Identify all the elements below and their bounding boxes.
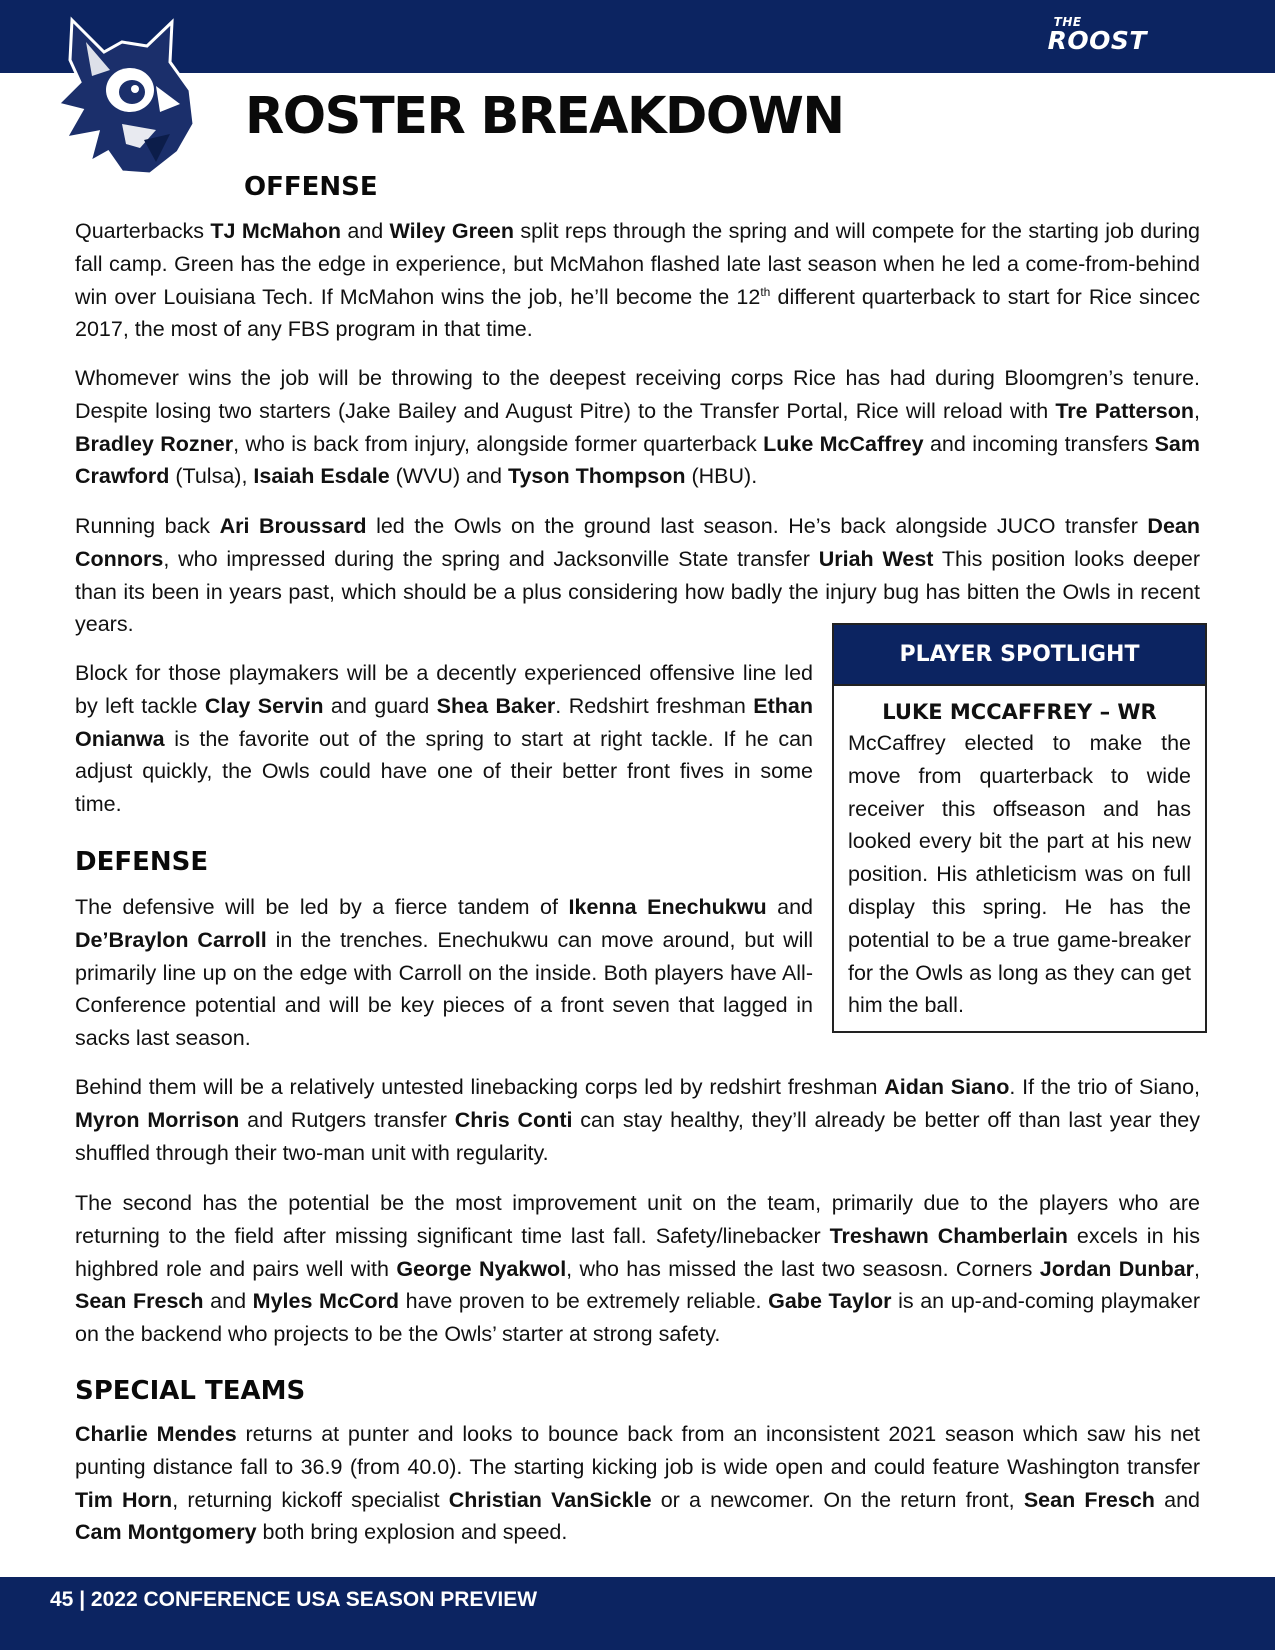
paragraph-running-backs: Running back Ari Broussard led the Owls on the ground last season. He’s back alongside JUCO transfer Dean Connors, who impressed during the spring and Jacksonville State transfer Uriah West This position looks deeper than its been in years past, which should be a plus considering how badly the injury bug has bitten the Owls in recent years.: [75, 514, 1200, 637]
brand-the: THE: [1053, 15, 1082, 29]
owl-mascot-icon: [52, 12, 202, 180]
section-heading-special-teams: SPECIAL TEAMS: [75, 1376, 306, 1406]
paragraph-linebackers: Behind them will be a relatively untested linebacking corps led by redshirt freshman Aidan Siano. If the trio of Siano, Myron Morrison and Rutgers transfer Chris Conti can stay healthy, they’ll already be better off than last year they shuffled through their two-man unit with regularity.: [75, 1075, 1201, 1165]
section-heading-offense: OFFENSE: [244, 172, 378, 202]
spotlight-body: McCaffrey elected to make the move from quarterback to wide receiver this offseason and has looked every bit the part at his new position. His athleticism was on full display this spring. He has the potential to be a true game-breaker for the Owls as long as they can get him the ball.: [848, 731, 1191, 1018]
section-heading-defense: DEFENSE: [75, 847, 209, 877]
paragraph-receivers: Whomever wins the job will be throwing to the deepest receiving corps Rice has had during Bloomgren’s tenure. Despite losing two starters (Jake Bailey and August Pitre) to the Transfer Portal, Rice will reload with Tre Patterson, Bradley Rozner, who is back from injury, alongside former quarterback Luke McCaffrey and incoming transfers Sam Crawford (Tulsa), Isaiah Esdale (WVU) and Tyson Thompson (HBU).: [75, 366, 1201, 489]
brand-logo: [1048, 16, 1147, 53]
paragraph-quarterbacks: Quarterbacks TJ McMahon and Wiley Green split reps through the spring and will compete for the starting job during fall camp. Green has the edge in experience, but McMahon flashed late last season when he led a come-from-behind win over Louisiana Tech. If McMahon wins the job, he’ll become the 12th different quarterback to start for Rice sincec 2017, the most of any FBS program in that time.: [75, 219, 1201, 342]
spotlight-player-name: LUKE MCCAFFREY – WR: [882, 700, 1157, 724]
footer-page-label: 45 | 2022 CONFERENCE USA SEASON PREVIEW: [50, 1588, 538, 1611]
paragraph-special-teams: Charlie Mendes returns at punter and looks to bounce back from an inconsistent 2021 season which saw his net punting distance fall to 36.9 (from 40.0). The starting kicking job is wide open and could feature Washington transfer Tim Horn, returning kickoff specialist Christian VanSickle or a newcomer. On the return front, Sean Fresch and Cam Montgomery both bring explosion and speed.: [75, 1422, 1200, 1545]
spotlight-header: PLAYER SPOTLIGHT: [834, 625, 1205, 686]
page-title: ROSTER BREAKDOWN: [245, 87, 844, 146]
brand-roost: ROOST: [1047, 26, 1147, 55]
player-spotlight-box: [832, 623, 1207, 1033]
paragraph-defensive-line: The defensive will be led by a fierce tandem of Ikenna Enechukwu and De’Braylon Carroll in the trenches. Enechukwu can move around, but will primarily line up on the edge with Carroll on the inside. Both players have All-Conference potential and will be key pieces of a front seven that lagged in sacks last season.: [75, 895, 814, 1051]
paragraph-secondary: The second has the potential be the most improvement unit on the team, primarily due to the players who are returning to the field after missing significant time last fall. Safety/linebacker Treshawn Chamberlain excels in his highbred role and pairs well with George Nyakwol, who has missed the last two seasosn. Corners Jordan Dunbar, Sean Fresch and Myles McCord have proven to be extremely reliable. Gabe Taylor is an up-and-coming playmaker on the backend who projects to be the Owls’ starter at strong safety.: [75, 1191, 1201, 1347]
paragraph-offensive-line: Block for those playmakers will be a decently experienced offensive line led by left tackle Clay Servin and guard Shea Baker. Redshirt freshman Ethan Onianwa is the favorite out of the spring to start at right tackle. If he can adjust quickly, the Owls could have one of their better front fives in some time.: [75, 661, 813, 817]
